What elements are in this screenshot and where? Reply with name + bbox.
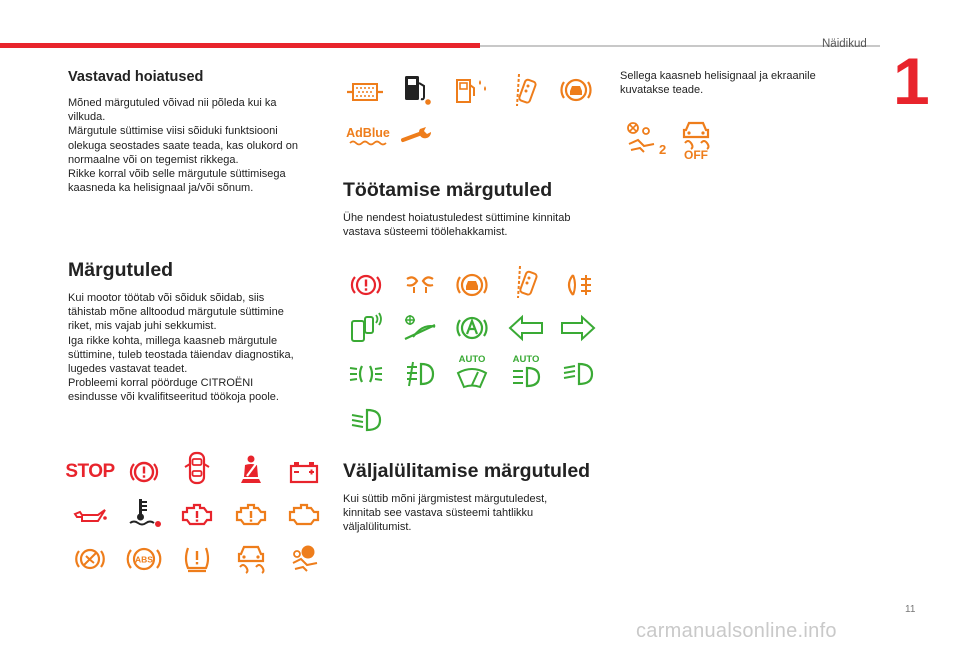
engine-emission-icon [285,499,323,531]
esp-skid-icon [232,543,270,575]
engine-fault-icon [232,499,270,531]
left-turn-indicator-icon [507,312,545,344]
seatbelt-icon [232,454,270,486]
section-label: Näidikud [822,38,867,50]
oil-pressure-icon [71,500,109,532]
door-open-icon [178,452,216,484]
coolant-temperature-icon [125,497,163,529]
autonomous-braking-icon [557,74,595,106]
parking-brake-icon [347,269,385,301]
brake-assist-icon [453,269,491,301]
page-number: 11 [905,604,916,615]
deactivation-title: Väljalülitamise märgutuled [343,460,591,482]
adblue-icon: AdBlue [346,120,390,152]
brake-warning-icon [125,456,163,488]
key-in-ignition-icon [347,312,385,344]
airbag-deactivated-icon [624,119,666,159]
auto-wiping-icon: AUTO [453,352,491,392]
main-beam-assist-icon [559,358,597,390]
auto-headlamps-icon: AUTO [507,352,545,392]
svg-text:2: 2 [659,142,667,157]
stop-icon: STOP [65,461,115,482]
abs-icon [125,543,163,575]
dipped-beam-icon [347,404,385,436]
right-turn-indicator-icon [559,312,597,344]
engine-warning-icon [178,499,216,531]
battery-icon [285,456,323,488]
header-red-bar [0,43,480,48]
sidelamps-icon [347,358,385,390]
preheating-icon [401,269,439,301]
automatic-wiping-icon [401,312,439,344]
remote-key-icon [507,266,545,298]
watermark: carmanualsonline.info [636,620,837,642]
remote-key-fault-icon [506,74,544,106]
service-wrench-icon [398,120,436,152]
right-column-body: Sellega kaasneb helisignaal ja ekraanile kuvatakse teade. [620,70,816,97]
airbag-off-icon [285,543,323,575]
deactivation-body: Kui süttib mõni järgmistest märgutuledest, kinnitab see vastava süsteemi tahtlikku väljalülitumist. [343,493,548,534]
warning-body: Mõned märgutuled võivad nii põleda kui ka vilkuda. Märgutule süttimise viisi sõiduki funktsiooni olekuga seostades saate teada, kas olukord on normaalne või on tegemist rikkega. Rikke korral võib selle märgutule süttimisega kaasneda ka helisignaal ja/või sõnum. [68,97,298,195]
water-in-diesel-icon [452,74,490,106]
particle-filter-icon [346,76,384,108]
autohold-icon [453,312,491,344]
header-gray-bar [480,45,880,47]
indicators-title: Märgutuled [68,259,174,281]
warning-title: Vastavad hoiatused [68,69,204,85]
indicators-body: Kui mootor töötab või sõiduk sõidab, siis tähistab mõne alltoodud märgutule süttimine riket, mis vajab juhi sekkumist. Iga rikke kohta, millega kaasneb märgutule süttimine, tuleb teostada täiendav diagnostika, lugedes vastavat teadet. Probleemi korral pöörduge CITROËNI esindusse või kvalifitseeritud töökoja poole. [68,292,294,404]
front-foglamps-icon [401,358,439,390]
operation-body: Ühe nendest hoiatustuledest süttimine kinnitab vastava süsteemi töölehakkamist. [343,212,571,239]
tyre-pressure-icon [178,543,216,575]
stability-control-off-icon [71,543,109,575]
rear-foglamp-icon [559,269,597,301]
esp-off-icon: OFF [676,117,716,163]
chapter-number: 1 [893,44,930,118]
fuel-level-low-icon [398,74,436,106]
svg-text:ABS: ABS [135,554,153,565]
operation-title: Töötamise märgutuled [343,179,553,201]
